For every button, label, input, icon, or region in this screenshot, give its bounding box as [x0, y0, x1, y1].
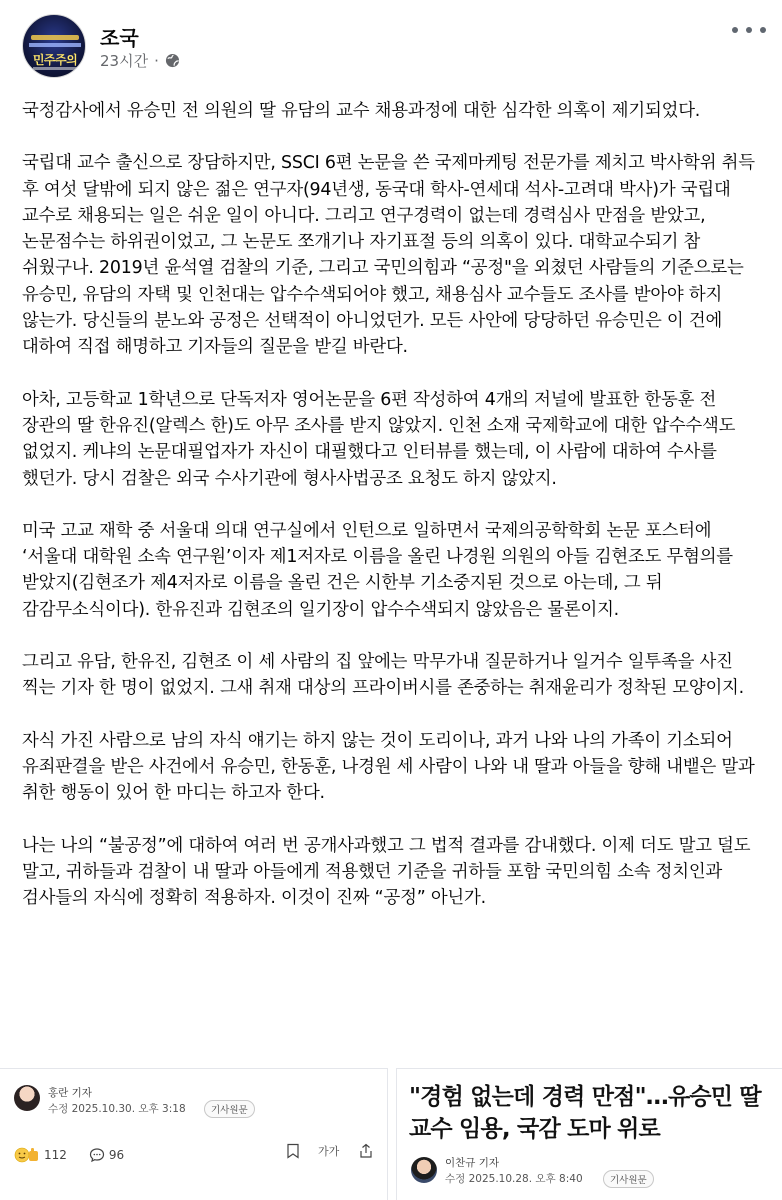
- more-dot-icon: [746, 27, 752, 33]
- globe-icon: [165, 53, 180, 68]
- more-options-button[interactable]: [732, 20, 766, 40]
- comment-reaction[interactable]: [89, 1147, 124, 1163]
- avatar-banner-stripe: [33, 67, 77, 70]
- reporter-name: 이찬규 기자: [445, 1157, 500, 1169]
- article-headline: "경험 없는데 경력 만점"…유승민 딸 교수 임용, 국감 도마 위로: [409, 1084, 761, 1142]
- post-header: [0, 0, 782, 90]
- reporter-avatar: [411, 1157, 437, 1183]
- like-count: 112: [44, 1148, 67, 1162]
- meta-separator: ·: [154, 51, 159, 70]
- share-button[interactable]: [358, 1143, 374, 1159]
- reporter-name: 홍란 기자: [48, 1087, 92, 1099]
- avatar-banner-stripe: [29, 43, 81, 47]
- post-paragraph: 자식 가진 사람으로 남의 자식 얘기는 하지 않는 것이 도리이나, 과거 나와 나의 가족이 기소되어 유죄판결을 받은 사건에서 유승민, 한동훈, 나경원 세 사람이 나와 내 딸과 아들을 향해 내뱉은 말과 취한 행동이 있어 한 마디는 하고자 한다.: [22, 730, 755, 804]
- original-article-badge: 기사원문: [603, 1170, 654, 1188]
- post-meta: [100, 50, 180, 71]
- author-name[interactable]: 조국: [100, 26, 139, 50]
- post-paragraph: 그리고 유담, 한유진, 김현조 이 세 사람의 집 앞에는 막무가내 질문하거나 일거수 일투족을 사진 찍는 기자 한 명이 없었지. 그새 취재 대상의 프라이버시를 존중하는 취재윤리가 정착된 모양이지.: [22, 652, 744, 699]
- avatar-banner-text: 민주주의: [32, 53, 78, 67]
- more-dot-icon: [760, 27, 766, 33]
- bookmark-icon: [286, 1143, 300, 1159]
- share-icon: [358, 1143, 374, 1159]
- font-size-label: 가가: [318, 1145, 340, 1158]
- comment-icon: [89, 1147, 105, 1163]
- like-reaction[interactable]: [14, 1147, 67, 1163]
- font-size-button[interactable]: [318, 1143, 339, 1159]
- emoji-reaction-icon: [14, 1147, 40, 1163]
- news-image-left[interactable]: [0, 1068, 388, 1200]
- comment-count: 96: [108, 1148, 125, 1162]
- post-paragraph: 국정감사에서 유승민 전 의원의 딸 유담의 교수 채용과정에 대한 심각한 의혹이 제기되었다.: [22, 101, 701, 121]
- news-image-right[interactable]: [396, 1068, 782, 1200]
- bookmark-button[interactable]: [286, 1143, 300, 1159]
- post-body: [22, 98, 762, 937]
- avatar-banner-stripe: [31, 35, 79, 40]
- post-paragraph: 국립대 교수 출신으로 장담하지만, SSCI 6편 논문을 쓴 국제마케팅 전문가를 제치고 박사학위 취득 후 여섯 달밖에 되지 않은 젊은 연구자(94년생, 동국대 학사-연세대 석사-고려대 박사)가 국립대 교수로 채용되는 일은 쉬운 일이 아니다. 그리고 연구경력이 없는데 경력심사 만점을 받았고, 논문점수는 하위권이었고, 그 논문도 쪼개기나 자기표절 등의 의혹이 있다. 대학교수되기 참 쉬웠구나. 2019년 윤석열 검찰의 기준, 그리고 국민의힘과 “공정"을 외쳤던 사람들의 기준으로는 유승민, 유담의 자택 및 인천대는 압수수색되어야 했고, 채용심사 교수들도 조사를 받아야 하지 않는가. 당신들의 분노와 공정은 선택적이 아니었던가. 모든 사안에 당당하던 유승민은 이 건에 대하여 직접 해명하고 기자들의 질문을 받길 바란다.: [22, 153, 755, 358]
- original-article-badge: 기사원문: [204, 1100, 255, 1118]
- author-avatar[interactable]: [22, 14, 86, 78]
- reporter-avatar: [14, 1085, 40, 1111]
- post-paragraph: 나는 나의 “불공정”에 대하여 여러 번 공개사과했고 그 법적 결과를 감내했다. 이제 더도 말고 덜도 말고, 귀하들과 검찰이 내 딸과 아들에게 적용했던 기준을 귀하들 포함 국민의힘 소속 정치인과 검사들의 자식에 정확히 적용하자. 이것이 진짜 “공정” 아닌가.: [22, 835, 751, 909]
- post-paragraph: 아차, 고등학교 1학년으로 단독저자 영어논문을 6편 작성하여 4개의 저널에 발표한 한동훈 전 장관의 딸 한유진(알렉스 한)도 아무 조사를 받지 않았지. 인천 소재 국제학교에 대한 압수수색도 없었지. 케냐의 논문대필업자가 자신이 대필했다고 인터뷰를 했는데, 이 사람에 대하여 수사를 했던가. 당시 검찰은 외국 수사기관에 형사사법공조 요청도 하지 않았지.: [22, 389, 736, 489]
- post-time[interactable]: 23시간: [100, 52, 149, 70]
- article-date: 수정 2025.10.28. 오후 8:40: [445, 1173, 583, 1185]
- more-dot-icon: [732, 27, 738, 33]
- post-paragraph: 미국 고교 재학 중 서울대 의대 연구실에서 인턴으로 일하면서 국제의공학학회 논문 포스터에 ‘서울대 대학원 소속 연구원’이자 제1저자로 이름을 올린 나경원 의원의 아들 김현조도 무혐의를 받았지(김현조가 제4저자로 이름을 올린 건은 시한부 기소중지된 것으로 아는데, 그 뒤 감감무소식이다). 한유진과 김현조의 일기장이 압수수색되지 않았음은 물론이지.: [22, 520, 733, 620]
- attached-images: [0, 1068, 782, 1200]
- article-date: 수정 2025.10.30. 오후 3:18: [48, 1103, 186, 1115]
